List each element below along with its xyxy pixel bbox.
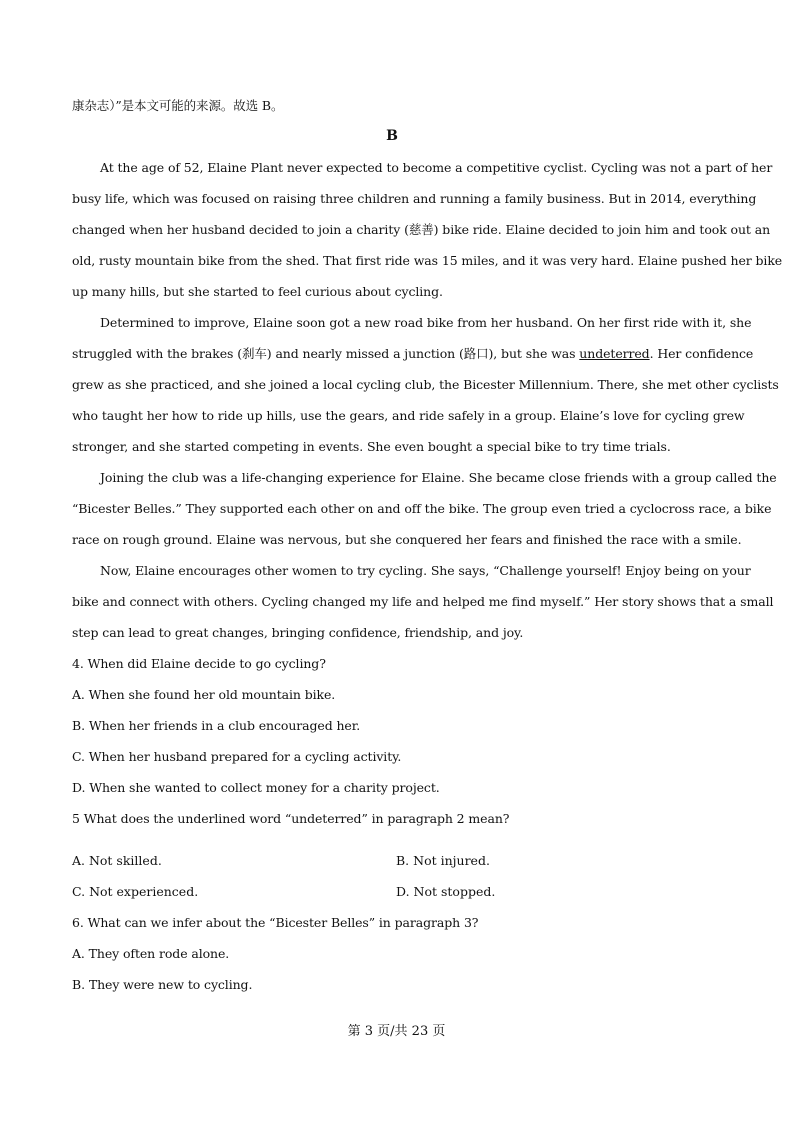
option-b: B. Not injured.	[396, 853, 490, 868]
page-content	[72, 90, 783, 1000]
text-segment: struggled with the brakes (刹车) and nearly missed a junction (路口), but she was	[72, 346, 580, 361]
question-stem: 5 What does the underlined word “undeterred” in paragraph 2 mean?	[72, 811, 510, 826]
paragraph-1	[72, 152, 783, 307]
paragraph-line-with-underlined-word	[72, 338, 754, 369]
option-a: A. Not skilled.	[72, 853, 162, 868]
option-c: C. When her husband prepared for a cycling activity.	[72, 749, 402, 764]
section-heading: B	[386, 128, 398, 144]
options-row	[72, 845, 712, 876]
option-b: B. They were new to cycling.	[72, 977, 253, 992]
text-segment: . Her confidence	[649, 346, 754, 361]
paragraph-line: step can lead to great changes, bringing confidence, friendship, and joy.	[72, 625, 524, 640]
paragraph-line: changed when her husband decided to join a charity (慈善) bike ride. Elaine decided to join him and took out an	[72, 222, 771, 237]
paragraph-line: busy life, which was focused on raising three children and running a family business. But in 2014, everything	[72, 191, 757, 206]
underlined-word: undeterred	[579, 346, 650, 361]
question-5	[72, 803, 712, 907]
paragraph-line: race on rough ground. Elaine was nervous, but she conquered her fears and finished the race with a smile.	[72, 532, 742, 547]
page-footer: 第 3 页/共 23 页	[347, 1024, 446, 1039]
paragraph-line: grew as she practiced, and she joined a local cycling club, the Bicester Millennium. There, she met other cyclists	[72, 377, 779, 392]
question-stem: 4. When did Elaine decide to go cycling?	[72, 656, 326, 671]
paragraph-line: “Bicester Belles.” They supported each other on and off the bike. The group even tried a cyclocross race, a bike	[72, 501, 772, 516]
option-a: A. They often rode alone.	[72, 946, 230, 961]
previous-answer-line: 康杂志）”是本文可能的来源。故选 B。	[72, 98, 284, 113]
paragraph-line: who taught her how to ride up hills, use the gears, and ride safely in a group. Elaine’s love for cycling grew	[72, 408, 745, 423]
option-b: B. When her friends in a club encouraged her.	[72, 718, 361, 733]
question-6	[72, 907, 712, 1000]
paragraph-line: stronger, and she started competing in events. She even bought a special bike to try time trials.	[72, 439, 671, 454]
paragraph-line: bike and connect with others. Cycling changed my life and helped me find myself.” Her story shows that a small	[72, 594, 774, 609]
option-d: D. Not stopped.	[396, 884, 496, 899]
paragraph-line: old, rusty mountain bike from the shed. That first ride was 15 miles, and it was very hard. Elaine pushed her bike	[72, 253, 783, 268]
question-4	[72, 648, 712, 803]
paragraph-2	[72, 307, 779, 462]
paragraph-line: Joining the club was a life-changing experience for Elaine. She became close friends with a group called the	[100, 470, 777, 485]
options-row	[72, 876, 712, 907]
paragraph-line: At the age of 52, Elaine Plant never expected to become a competitive cyclist. Cycling was not a part of her	[100, 160, 773, 175]
paragraph-line: Determined to improve, Elaine soon got a new road bike from her husband. On her first ride with it, she	[100, 315, 752, 330]
paragraph-3	[72, 462, 777, 555]
paragraph-line: up many hills, but she started to feel curious about cycling.	[72, 284, 443, 299]
paragraph-4	[72, 555, 774, 648]
paragraph-line: Now, Elaine encourages other women to try cycling. She says, “Challenge yourself! Enjoy being on your	[100, 563, 751, 578]
option-c: C. Not experienced.	[72, 884, 199, 899]
option-a: A. When she found her old mountain bike.	[72, 687, 336, 702]
option-d: D. When she wanted to collect money for a charity project.	[72, 780, 440, 795]
question-stem: 6. What can we infer about the “Bicester Belles” in paragraph 3?	[72, 915, 479, 930]
